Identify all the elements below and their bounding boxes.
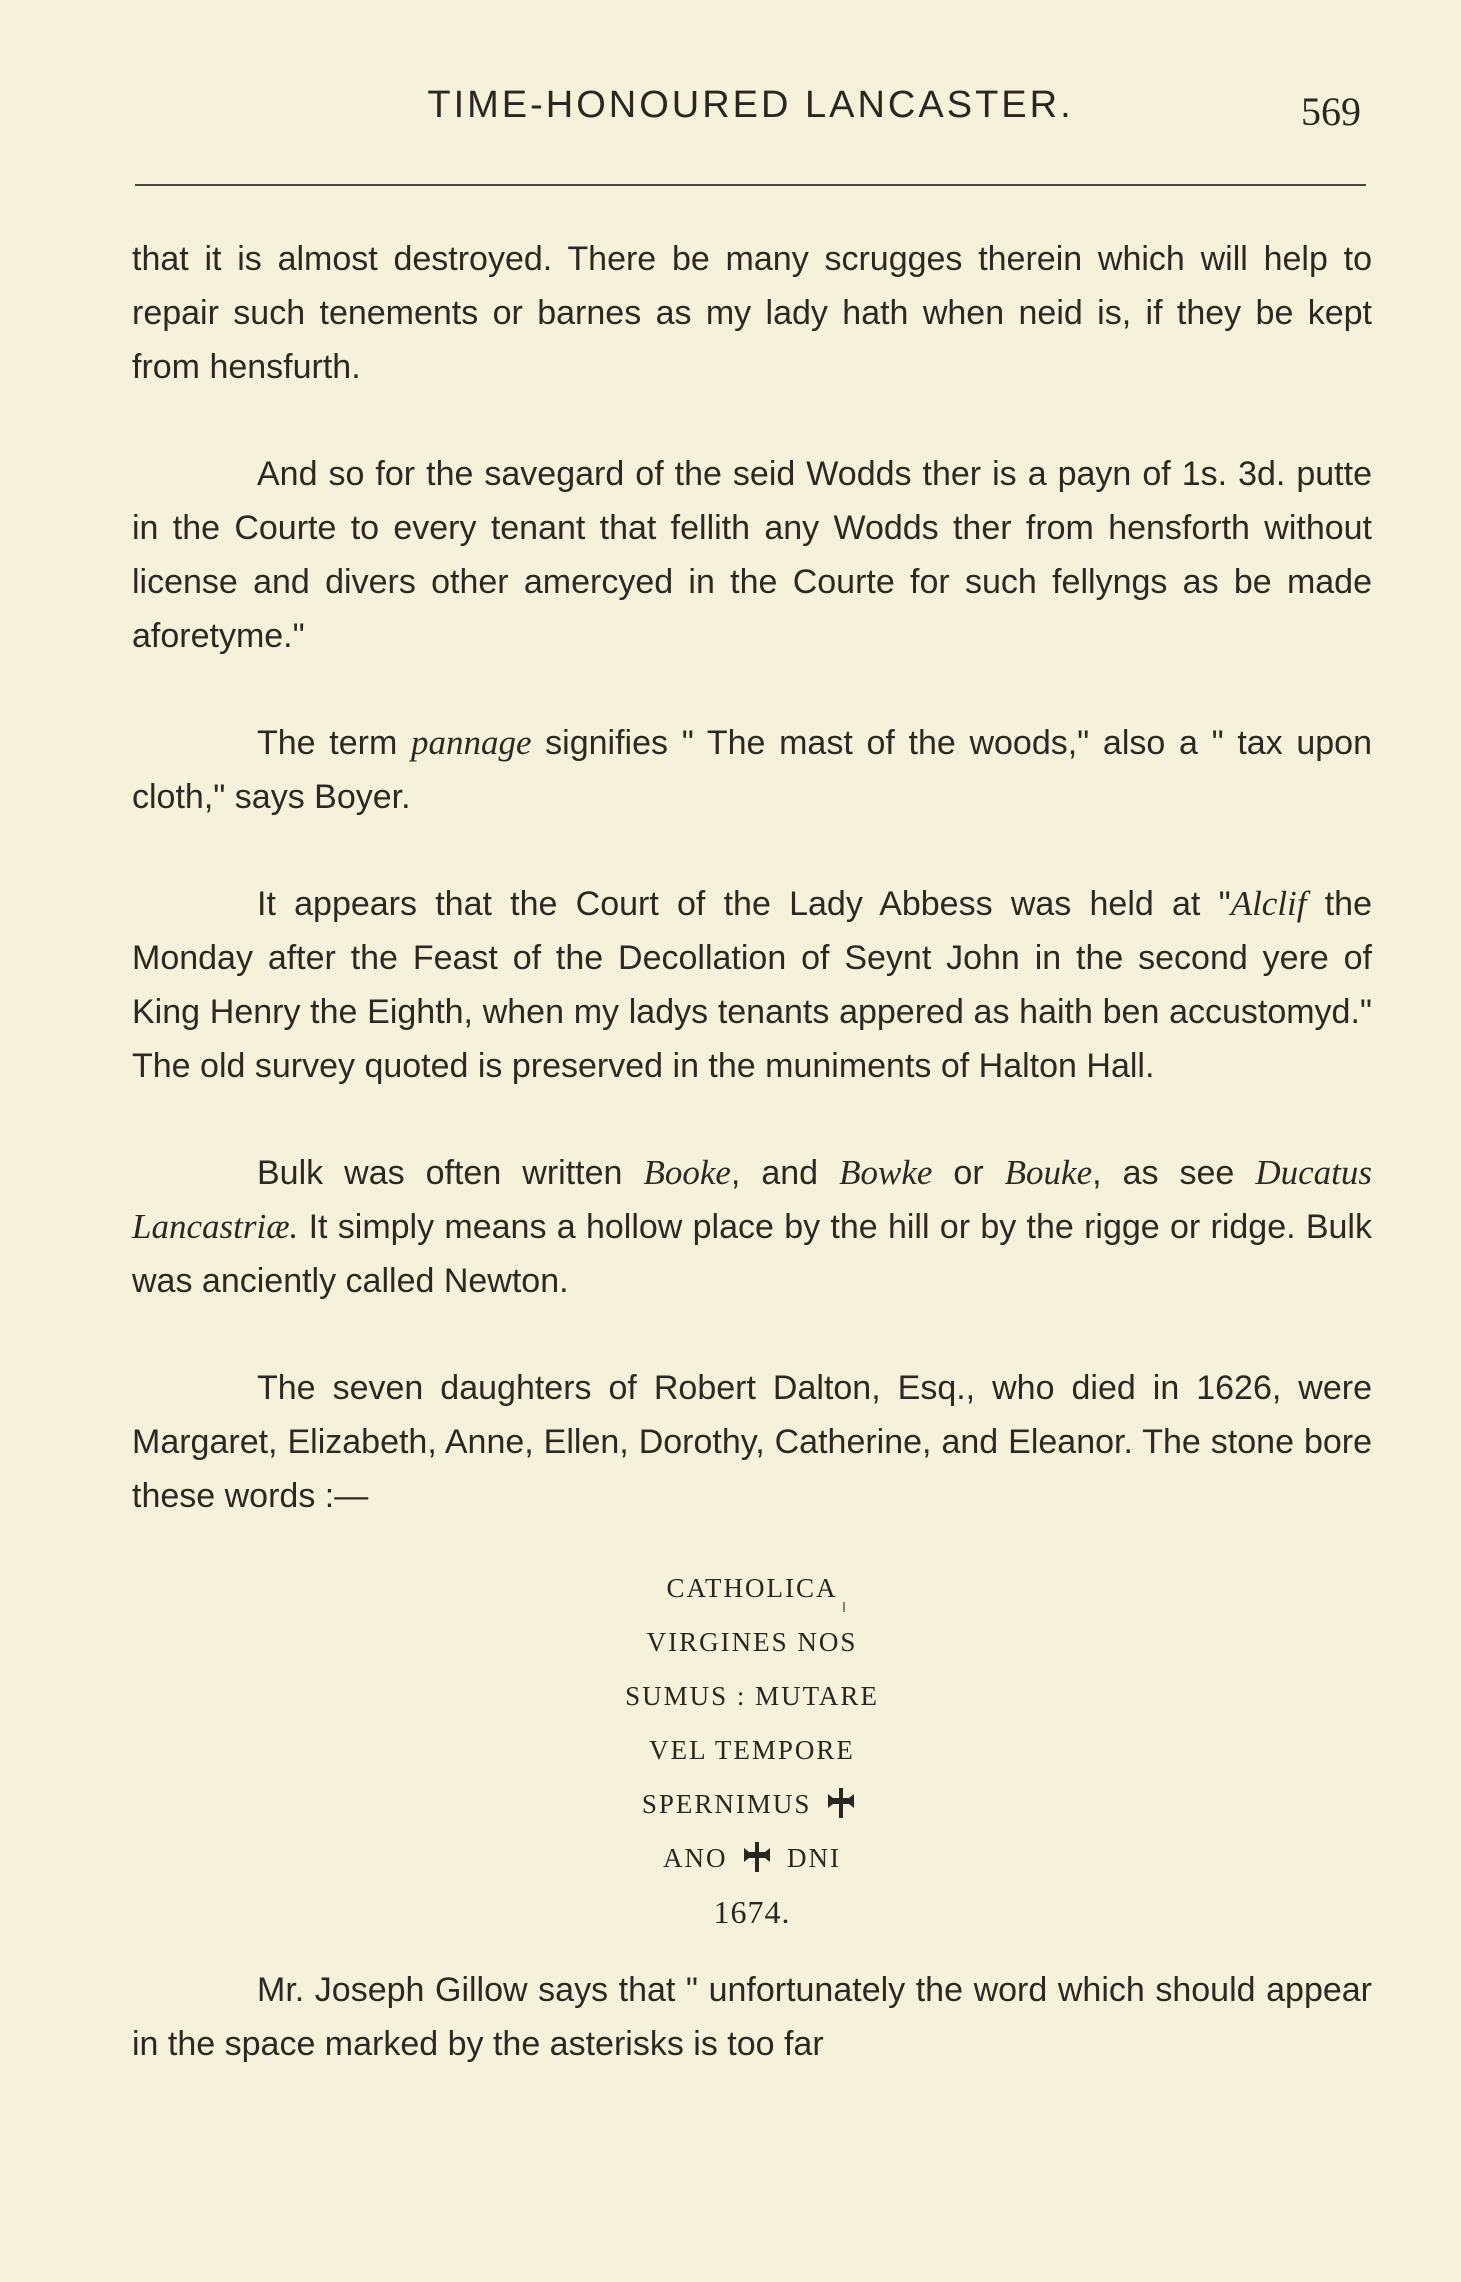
italic-bowke: Bowke — [839, 1153, 933, 1192]
italic-booke: Booke — [643, 1153, 731, 1192]
paragraph-4 — [132, 877, 1372, 1093]
header-rule — [135, 184, 1366, 186]
italic-term-pannage: pannage — [410, 723, 532, 762]
cross-patee-icon — [742, 1840, 772, 1874]
text-span: the Monday after the Feast of the Decollation of Seynt John in the second yere of King Henry the Eighth, when my ladys tenants appered as haith ben accustomyd." The old survey quoted is preserved in the muniments of Halton Hall. — [132, 885, 1372, 1085]
text-span: signifies " The mast of the woods," also a " tax upon cloth," says Boyer. — [132, 724, 1372, 816]
text-span: , and — [730, 1154, 840, 1192]
italic-place-alclif: Alclif — [1230, 884, 1307, 923]
text-span: or — [932, 1154, 1005, 1192]
paragraph-7: Mr. Joseph Gillow says that " unfortunately the word which should appear in the space marked by the asterisks is too far — [132, 1971, 1372, 2063]
text-span: The term — [257, 724, 411, 762]
cross-patee-icon — [826, 1786, 856, 1820]
body-text — [132, 232, 1372, 2124]
paragraph-3 — [132, 716, 1372, 824]
italic-ducatus: Ducatus Lancastriæ. — [132, 1153, 1373, 1246]
page-number: 569 — [1301, 89, 1361, 134]
inscription-word: ANO — [663, 1843, 728, 1873]
text-span: It appears that the Court of the Lady Abbess was held at " — [257, 885, 1231, 923]
text-span: Bulk was often written — [257, 1154, 644, 1192]
paragraph-1: that it is almost destroyed. There be many scrugges therein which will help to repair such tenements or barnes as my lady hath when neid is, if they be kept from hensfurth. — [132, 240, 1372, 386]
paragraph-2: And so for the savegard of the seid Wodds ther is a payn of 1s. 3d. putte in the Courte to every tenant that fellith any Wodds ther from hensforth without license and divers other amercyed in the Courte for such fellyngs as be made aforetyme." — [132, 455, 1372, 655]
inscription-word: DNI — [787, 1843, 841, 1873]
ink-mark — [843, 1602, 845, 1612]
stone-inscription — [132, 1561, 1372, 1939]
inscription-line-6 — [132, 1831, 1372, 1885]
inscription-word: SPERNIMUS — [641, 1789, 812, 1819]
text-span: , as see — [1092, 1154, 1256, 1192]
text-span: It simply means a hollow place by the hill or by the rigge or ridge. Bulk was anciently called Newton. — [132, 1208, 1372, 1300]
running-title: TIME-HONOURED LANCASTER. — [427, 84, 1074, 126]
inscription-year: 1674. — [713, 1894, 791, 1930]
inscription-line-2: VIRGINES NOS — [646, 1627, 858, 1657]
page-header — [135, 80, 1366, 140]
inscription-line-5 — [132, 1777, 1372, 1831]
inscription-line-3: SUMUS : MUTARE — [625, 1681, 879, 1711]
paragraph-6: The seven daughters of Robert Dalton, Esq., who died in 1626, were Margaret, Elizabeth, Anne, Ellen, Dorothy, Catherine, and Eleanor. The stone bore these words :— — [132, 1369, 1372, 1515]
italic-bouke: Bouke — [1004, 1153, 1093, 1192]
inscription-line-1: CATHOLICA — [666, 1573, 838, 1603]
paragraph-5 — [132, 1146, 1372, 1308]
inscription-line-4: VEL TEMPORE — [649, 1735, 855, 1765]
